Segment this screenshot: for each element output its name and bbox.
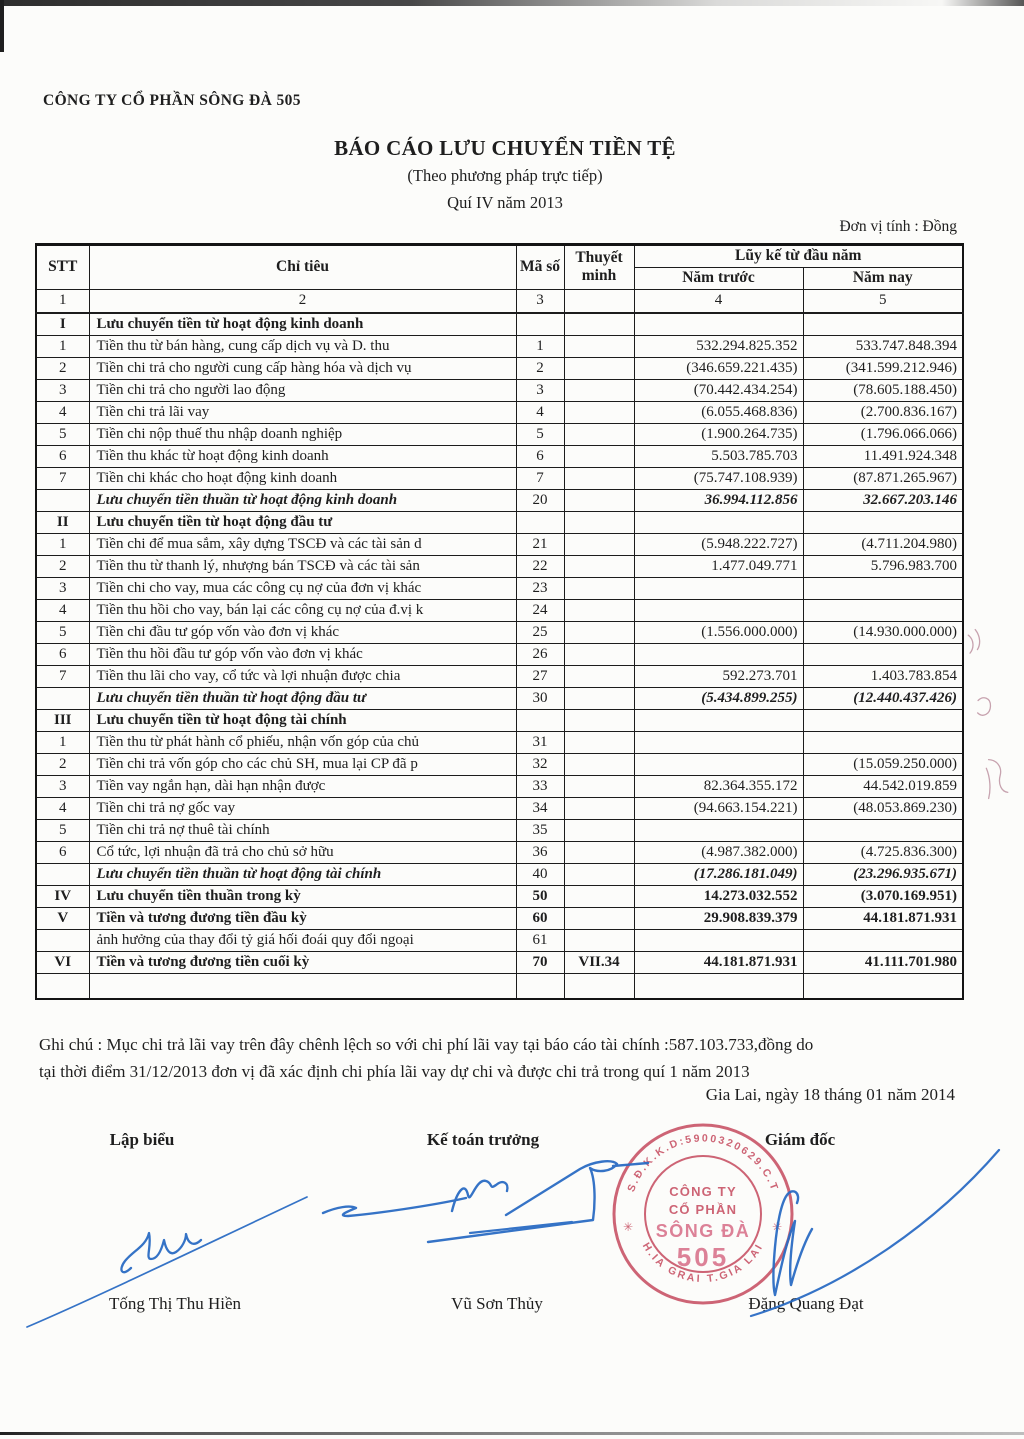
cell-stt: VI [36,951,89,973]
cell-prev: (94.663.154.221) [634,797,803,819]
cell-label: Tiền chi trả vốn góp cho các chủ SH, mua lại CP đã p [89,753,516,775]
cell-code: 27 [516,665,564,687]
cell-code: 26 [516,643,564,665]
cell-label: Tiền chi cho vay, mua các công cụ nợ của đơn vị khác [89,577,516,599]
cell-note [564,357,634,379]
cell-note [564,401,634,423]
cell-code: 31 [516,731,564,753]
signer-name-3: Đặng Quang Đạt [748,1294,864,1313]
seal-star-right: ✳ [772,1220,783,1234]
table-row [36,951,963,973]
cell-stt: 3 [36,775,89,797]
cell-stt: 3 [36,577,89,599]
cell-label: Tiền chi đầu tư góp vốn vào đơn vị khác [89,621,516,643]
cell-stt: IV [36,885,89,907]
cell-curr [803,929,963,951]
table-row [36,511,963,533]
cell-curr: (78.605.188.450) [803,379,963,401]
report-period: Quí IV năm 2013 [447,193,563,212]
cell-stt: 1 [36,335,89,357]
cell-prev: 82.364.355.172 [634,775,803,797]
col-num-blank [564,289,634,313]
cell-prev: 592.273.701 [634,665,803,687]
cell-note [564,489,634,511]
cell-label: Tiền vay ngắn hạn, dài hạn nhận được [89,775,516,797]
cashflow-table [35,243,964,1000]
cell-code: 70 [516,951,564,973]
table-row [36,401,963,423]
table-row [36,643,963,665]
col-header-chi-tieu: Chỉ tiêu [89,245,516,290]
col-num-1: 1 [36,289,89,313]
cell-note [564,775,634,797]
cell-label: Lưu chuyển tiền thuần từ hoạt động đầu tư [89,687,516,709]
col-header-nam-nay: Năm nay [803,267,963,289]
cell-stt: 6 [36,643,89,665]
cell-label: Tiền thu từ phát hành cổ phiếu, nhận vốn góp của chủ [89,731,516,753]
cell-stt [36,687,89,709]
col-header-thuyet-minh: Thuyết minh [564,245,634,290]
signer-name-1: Tống Thị Thu Hiền [108,1294,242,1313]
table-row [36,533,963,555]
cell-code: 40 [516,863,564,885]
cell-stt: III [36,709,89,731]
cell-curr: (14.930.000.000) [803,621,963,643]
cell-label: Tiền chi để mua sắm, xây dựng TSCĐ và các tài sản d [89,533,516,555]
margin-handwriting [966,618,1018,818]
cell-stt: 7 [36,665,89,687]
cell-note [564,379,634,401]
col-header-luy-ke: Lũy kế từ đầu năm [634,245,963,268]
table-row [36,665,963,687]
table-row [36,445,963,467]
cell-code: 22 [516,555,564,577]
footnote-line1: Ghi chú : Mục chi trả lãi vay trên đây chênh lệch so với chi phí lãi vay tại báo cáo tài chính :587.103.733,đồng do [39,1035,814,1054]
cell-code: 6 [516,445,564,467]
company-name: CÔNG TY CỔ PHẦN SÔNG ĐÀ 505 [43,92,301,109]
cell-code: 32 [516,753,564,775]
cell-stt: 6 [36,445,89,467]
cell-prev: 29.908.839.379 [634,907,803,929]
cell-note [564,467,634,489]
cell-curr: 41.111.701.980 [803,951,963,973]
cell-curr: (12.440.437.426) [803,687,963,709]
cell-label: ảnh hưởng của thay đổi tỷ giá hối đoái quy đổi ngoại [89,929,516,951]
signature-ke-toan-truong-scribble [452,1181,507,1211]
cell-curr [803,313,963,336]
cell-code: 1 [516,335,564,357]
table-row [36,357,963,379]
cell-stt: 2 [36,357,89,379]
cell-stt [36,973,89,999]
cell-note [564,533,634,555]
cell-prev: (70.442.434.254) [634,379,803,401]
cell-curr: (2.700.836.167) [803,401,963,423]
signature-lap-bieu-scribble [121,1233,201,1272]
footnote [39,1031,991,1085]
cell-code: 24 [516,599,564,621]
table-row [36,379,963,401]
cell-stt: 5 [36,423,89,445]
cell-note [564,313,634,336]
cell-note [564,621,634,643]
cell-curr: 44.542.019.859 [803,775,963,797]
cell-curr: (87.871.265.967) [803,467,963,489]
cell-note [564,907,634,929]
cell-prev: (1.556.000.000) [634,621,803,643]
cell-note [564,753,634,775]
cell-note [564,973,634,999]
cell-label: Cổ tức, lợi nhuận đã trả cho chủ sở hữu [89,841,516,863]
cell-note [564,511,634,533]
seal-line1: CÔNG TY [669,1184,737,1199]
scan-edge-top [0,0,1024,6]
cell-prev [634,819,803,841]
signer-role-lap-bieu: Lập biểu [109,1130,175,1149]
signer-role-giam-doc: Giám đốc [764,1130,836,1149]
scan-edge-left [0,0,4,52]
cell-stt: 4 [36,599,89,621]
cell-label [89,973,516,999]
cell-stt: II [36,511,89,533]
col-num-2: 2 [89,289,516,313]
cell-stt: V [36,907,89,929]
table-row [36,313,963,336]
table-row [36,687,963,709]
table-row [36,819,963,841]
signature-ke-toan-truong [323,1198,466,1216]
cell-curr: (15.059.250.000) [803,753,963,775]
cell-curr: (341.599.212.946) [803,357,963,379]
cell-prev [634,577,803,599]
cell-prev: 36.994.112.856 [634,489,803,511]
cell-code: 20 [516,489,564,511]
cell-prev: (5.948.222.727) [634,533,803,555]
col-num-5: 5 [803,289,963,313]
col-header-nam-truoc: Năm trước [634,267,803,289]
cell-note [564,841,634,863]
cell-prev [634,709,803,731]
cell-note [564,797,634,819]
cell-code: 36 [516,841,564,863]
cell-note [564,665,634,687]
column-number-row [36,289,963,313]
cell-code: 3 [516,379,564,401]
table-row [36,489,963,511]
col-header-ma-so: Mã số [516,245,564,290]
cell-label: Lưu chuyển tiền thuần từ hoạt động kinh doanh [89,489,516,511]
scan-edge-bottom [0,1432,1024,1435]
report-title: BÁO CÁO LƯU CHUYỂN TIỀN TỆ [334,136,676,160]
cell-label: Tiền và tương đương tiền cuối kỳ [89,951,516,973]
cell-code: 21 [516,533,564,555]
cell-code: 30 [516,687,564,709]
cell-prev: (6.055.468.836) [634,401,803,423]
table-header [36,245,963,313]
cell-label: Tiền thu từ thanh lý, nhượng bán TSCĐ và các tài sản [89,555,516,577]
table-row [36,731,963,753]
table-row [36,775,963,797]
signer-role-ke-toan-truong: Kế toán trưởng [426,1130,540,1149]
cell-stt: 2 [36,753,89,775]
cell-prev [634,511,803,533]
cell-curr: 11.491.924.348 [803,445,963,467]
cell-note [564,555,634,577]
seal-star-left: ✳ [623,1220,634,1234]
table-row [36,335,963,357]
cell-prev [634,313,803,336]
seal-line3: SÔNG ĐÀ [655,1221,751,1241]
cell-curr: (4.725.836.300) [803,841,963,863]
table-row [36,709,963,731]
cell-prev [634,599,803,621]
cell-stt [36,929,89,951]
cell-label: Tiền thu hồi cho vay, bán lại các công cụ nợ của đ.vị k [89,599,516,621]
cell-label: Lưu chuyển tiền từ hoạt động đầu tư [89,511,516,533]
cell-label: Tiền chi trả nợ thuê tài chính [89,819,516,841]
table-row [36,863,963,885]
cell-code: 34 [516,797,564,819]
col-header-stt: STT [36,245,89,290]
cell-code: 23 [516,577,564,599]
cell-label: Lưu chuyển tiền thuần từ hoạt động tài chính [89,863,516,885]
cell-label: Tiền chi nộp thuế thu nhập doanh nghiệp [89,423,516,445]
report-method: (Theo phương pháp trực tiếp) [407,166,603,185]
cell-stt: I [36,313,89,336]
cell-curr [803,599,963,621]
cell-curr: 5.796.983.700 [803,555,963,577]
cell-label: Tiền thu khác từ hoạt động kinh doanh [89,445,516,467]
cell-label: Tiền thu lãi cho vay, cổ tức và lợi nhuận được chia [89,665,516,687]
col-num-4: 4 [634,289,803,313]
table-row [36,797,963,819]
cell-stt: 4 [36,401,89,423]
table-row [36,467,963,489]
footnote-line2: tại thời điểm 31/12/2013 đơn vị đã xác định chi phía lãi vay dự chi và được chi trả trong quí 1 năm 2013 [39,1062,750,1081]
cell-prev: (75.747.108.939) [634,467,803,489]
cell-stt: 1 [36,533,89,555]
table-body [36,313,963,999]
cell-note [564,445,634,467]
cell-prev: 5.503.785.703 [634,445,803,467]
table-row [36,841,963,863]
date-line: Gia Lai, ngày 18 tháng 01 năm 2014 [705,1085,955,1104]
table-row [36,907,963,929]
cell-label: Tiền chi khác cho hoạt động kinh doanh [89,467,516,489]
table-row [36,885,963,907]
seal-line2: CỔ PHẦN [668,1202,738,1217]
table-row [36,599,963,621]
cell-prev [634,973,803,999]
seal-ring-top-textpath: S.Đ.K.K.D:5900320629.C.T [625,1132,781,1194]
cell-note: VII.34 [564,951,634,973]
cell-note [564,885,634,907]
cell-curr [803,973,963,999]
cell-prev [634,643,803,665]
cell-code [516,973,564,999]
cell-curr: 1.403.783.854 [803,665,963,687]
table-row [36,555,963,577]
cell-code [516,511,564,533]
cell-note [564,819,634,841]
seal-line4: 505 [676,1242,730,1272]
cell-label: Tiền chi trả cho người lao động [89,379,516,401]
cell-curr [803,819,963,841]
cell-note [564,687,634,709]
cell-code: 2 [516,357,564,379]
table-row [36,753,963,775]
col-num-3: 3 [516,289,564,313]
cell-code: 25 [516,621,564,643]
cell-label: Tiền chi trả lãi vay [89,401,516,423]
cell-label: Lưu chuyển tiền từ hoạt động kinh doanh [89,313,516,336]
cell-note [564,929,634,951]
unit-label: Đơn vị tính : Đồng [839,218,957,235]
cell-code: 7 [516,467,564,489]
cell-note [564,599,634,621]
cell-note [564,423,634,445]
cell-stt: 6 [36,841,89,863]
cell-curr [803,709,963,731]
cell-curr: (23.296.935.671) [803,863,963,885]
cell-code: 60 [516,907,564,929]
cell-label: Tiền và tương đương tiền đầu kỳ [89,907,516,929]
table-row [36,577,963,599]
cell-note [564,335,634,357]
cell-curr: 32.667.203.146 [803,489,963,511]
cell-label: Tiền thu từ bán hàng, cung cấp dịch vụ và D. thu [89,335,516,357]
cell-code [516,709,564,731]
cell-stt: 5 [36,621,89,643]
cell-prev [634,929,803,951]
cell-note [564,643,634,665]
cell-label: Lưu chuyển tiền từ hoạt động tài chính [89,709,516,731]
table-row [36,621,963,643]
cell-note [564,577,634,599]
cell-prev: (4.987.382.000) [634,841,803,863]
table-row [36,423,963,445]
cell-curr: 533.747.848.394 [803,335,963,357]
cell-stt: 5 [36,819,89,841]
cell-note [564,863,634,885]
cell-code: 33 [516,775,564,797]
cell-stt [36,863,89,885]
cell-curr [803,643,963,665]
cell-code: 4 [516,401,564,423]
cell-label: Lưu chuyển tiền thuần trong kỳ [89,885,516,907]
cell-code: 35 [516,819,564,841]
cell-code: 50 [516,885,564,907]
cell-curr [803,577,963,599]
cell-stt: 7 [36,467,89,489]
cell-stt: 2 [36,555,89,577]
signer-name-2: Vũ Sơn Thủy [451,1294,543,1313]
cell-curr: 44.181.871.931 [803,907,963,929]
cell-prev: 14.273.032.552 [634,885,803,907]
cell-label: Tiền chi trả nợ gốc vay [89,797,516,819]
cell-curr: (1.796.066.066) [803,423,963,445]
cell-stt: 1 [36,731,89,753]
cell-label: Tiền thu hồi đầu tư góp vốn vào đơn vị khác [89,643,516,665]
company-seal [605,1116,801,1312]
cell-prev: (346.659.221.435) [634,357,803,379]
cell-stt [36,489,89,511]
cell-curr: (4.711.204.980) [803,533,963,555]
cell-curr: (48.053.869.230) [803,797,963,819]
cell-prev [634,731,803,753]
cell-curr [803,511,963,533]
cell-prev [634,753,803,775]
table-row [36,973,963,999]
seal-ring-bottom-textpath: H.IA GRAI T.GIA LAI [639,1240,767,1286]
cell-prev: (5.434.899.255) [634,687,803,709]
cell-stt: 4 [36,797,89,819]
cell-prev: 532.294.825.352 [634,335,803,357]
cell-code: 5 [516,423,564,445]
cell-label: Tiền chi trả cho người cung cấp hàng hóa và dịch vụ [89,357,516,379]
cell-note [564,731,634,753]
cell-stt: 3 [36,379,89,401]
cell-curr: (3.070.169.951) [803,885,963,907]
signature-ke-toan-truong-underline [470,1222,572,1233]
table-row [36,929,963,951]
cell-code [516,313,564,336]
cell-prev: (17.286.181.049) [634,863,803,885]
cell-prev: 44.181.871.931 [634,951,803,973]
cell-prev: 1.477.049.771 [634,555,803,577]
cell-prev: (1.900.264.735) [634,423,803,445]
cell-note [564,709,634,731]
cell-code: 61 [516,929,564,951]
cell-curr [803,731,963,753]
